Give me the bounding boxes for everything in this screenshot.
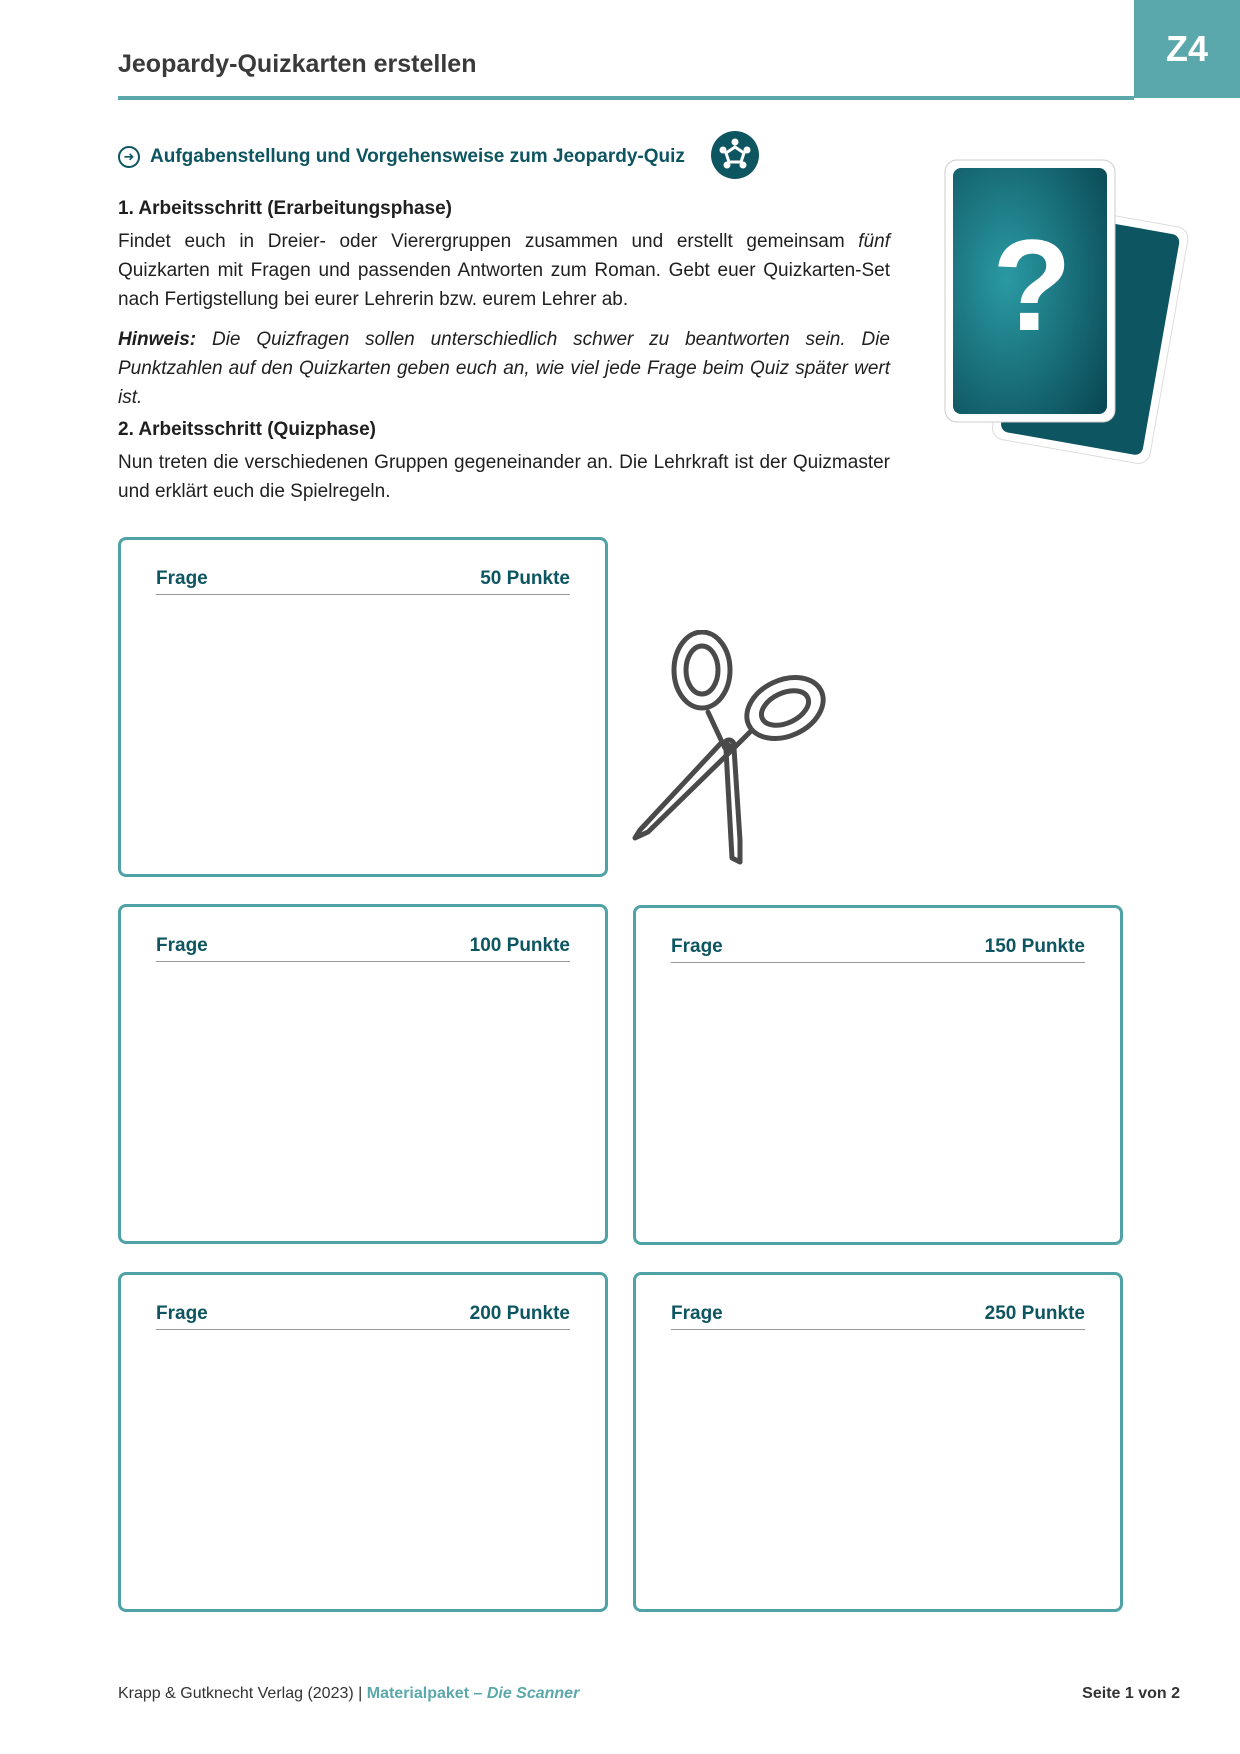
quiz-card-50[interactable] bbox=[118, 537, 608, 877]
card-points: 100 Punkte bbox=[469, 935, 570, 956]
step1-text: Findet euch in Dreier- oder Vierergruppen zusammen und erstellt gemeinsam fünf Quizkarten mit Fragen und passenden Antworten zum Roman. Gebt euer Quizkarten-Set nach Fertigstellung bei eurer Lehrerin bzw. eurem Lehrer ab. bbox=[118, 231, 890, 310]
quiz-card-250[interactable] bbox=[633, 1272, 1123, 1612]
header-rule bbox=[118, 96, 1134, 100]
card-label: Frage bbox=[156, 1303, 208, 1324]
card-points: 250 Punkte bbox=[984, 1303, 1085, 1324]
card-header bbox=[156, 1303, 570, 1330]
card-header bbox=[156, 568, 570, 595]
quiz-card-200[interactable] bbox=[118, 1272, 608, 1612]
step2-text: Nun treten die verschiedenen Gruppen gegeneinander an. Die Lehrkraft ist der Quizmaster und erklärt euch die Spielregeln. bbox=[118, 452, 890, 502]
quiz-card-150[interactable] bbox=[633, 905, 1123, 1245]
page-title: Jeopardy-Quizkarten erstellen bbox=[118, 50, 477, 78]
scissors-icon bbox=[630, 630, 840, 870]
card-points: 200 Punkte bbox=[469, 1303, 570, 1324]
card-label: Frage bbox=[156, 935, 208, 956]
section-badge: Z4 bbox=[1134, 0, 1240, 98]
question-mark-icon: ? bbox=[992, 212, 1072, 358]
group-icon bbox=[711, 131, 759, 179]
quiz-cards-illustration bbox=[940, 155, 1190, 495]
arrow-right-icon: ➜ bbox=[118, 146, 140, 168]
card-points: 50 Punkte bbox=[480, 568, 570, 589]
task-heading-text: Aufgabenstellung und Vorgehensweise zum Jeopardy-Quiz bbox=[150, 146, 685, 167]
card-label: Frage bbox=[671, 936, 723, 957]
step2-title: 2. Arbeitsschritt (Quizphase) bbox=[118, 419, 376, 440]
card-label: Frage bbox=[671, 1303, 723, 1324]
card-points: 150 Punkte bbox=[984, 936, 1085, 957]
card-header bbox=[671, 1303, 1085, 1330]
page-number: Seite 1 von 2 bbox=[1082, 1685, 1180, 1702]
card-header bbox=[156, 935, 570, 962]
footer-publisher: Krapp & Gutknecht Verlag (2023) | Materialpaket – Die Scanner bbox=[118, 1685, 580, 1702]
step1-title: 1. Arbeitsschritt (Erarbeitungsphase) bbox=[118, 198, 452, 219]
card-label: Frage bbox=[156, 568, 208, 589]
quiz-card-100[interactable] bbox=[118, 904, 608, 1244]
task-heading bbox=[118, 146, 685, 168]
card-header bbox=[671, 936, 1085, 963]
hint-text: Hinweis: Die Quizfragen sollen unterschiedlich schwer zu beantworten sein. Die Punktzahlen auf den Quizkarten geben euch an, wie viel jede Frage beim Quiz später wert ist. bbox=[118, 329, 890, 408]
